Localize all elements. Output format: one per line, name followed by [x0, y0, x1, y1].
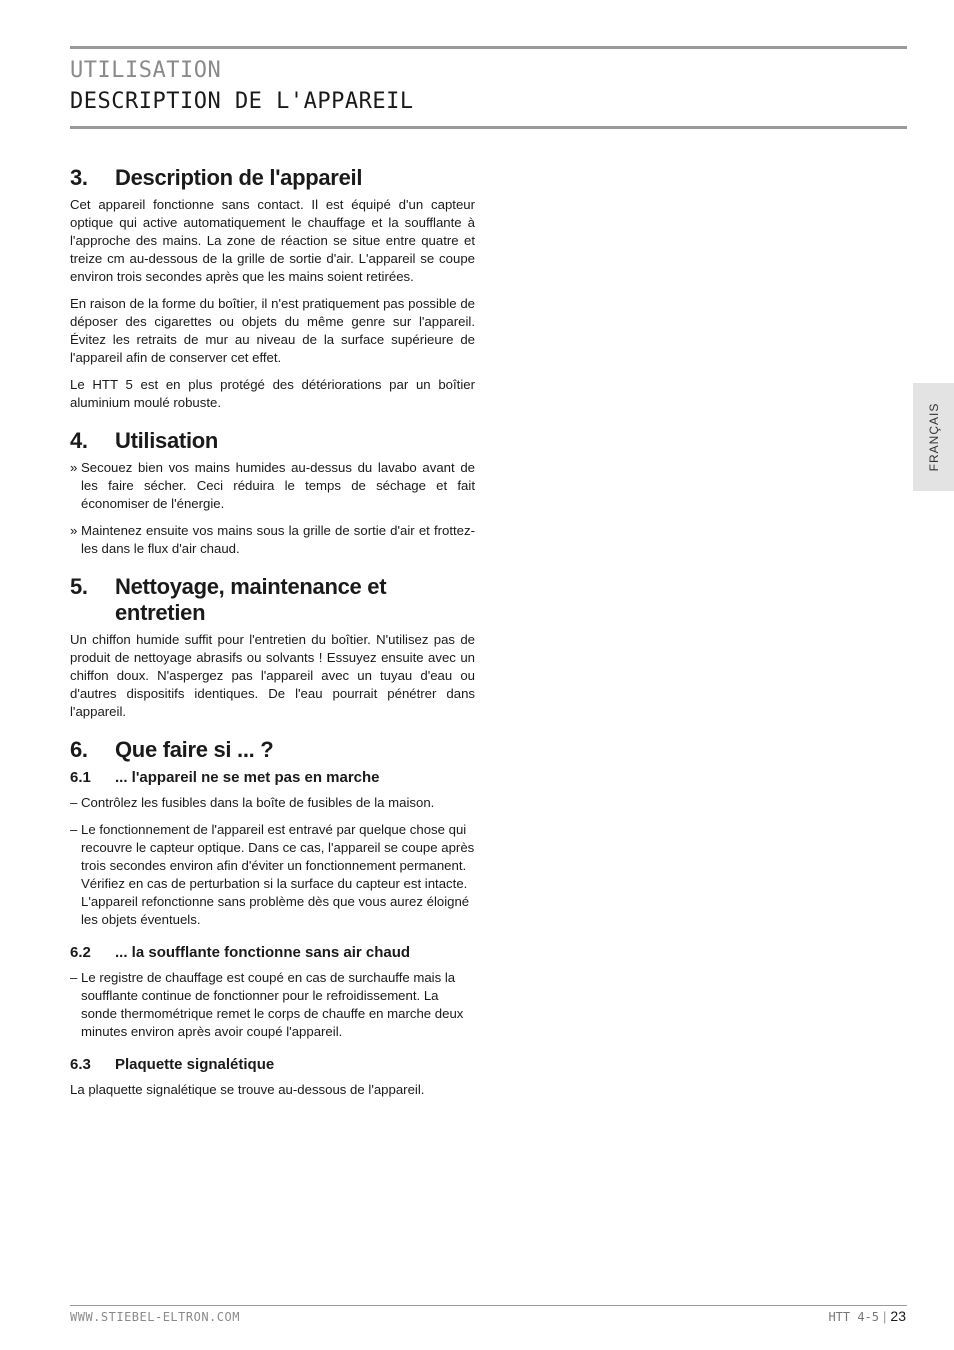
paragraph: Un chiffon humide suffit pour l'entretien du boîtier. N'utilisez pas de produit de nettoyage abrasifs ou solvants ! Essuyez ensuite avec un chiffon doux. N'aspergez pas l'appareil avec un tuyau d'eau ou d'autres dispositifs identiques. De l'eau pourrait pénétrer dans l'appareil.: [70, 632, 475, 719]
bullet-marker: »: [70, 460, 78, 475]
section-title: Nettoyage, maintenance et entretien: [115, 574, 387, 625]
dash-marker: –: [70, 970, 78, 985]
language-tab-label: FRANÇAIS: [926, 402, 941, 472]
subsection-no-heat: [70, 943, 475, 1041]
section-title: Que faire si ... ?: [115, 737, 274, 762]
dash-marker: –: [70, 795, 78, 810]
section-number: 3.: [70, 165, 88, 190]
header-title: DESCRIPTION DE L'APPAREIL: [70, 89, 414, 114]
section-heading: [70, 165, 475, 191]
subsection-title: Plaquette signalétique: [115, 1056, 275, 1073]
bullet-marker: »: [70, 523, 78, 538]
section-heading: [70, 574, 475, 626]
subsection-number: 6.2: [70, 944, 91, 961]
section-nettoyage: [70, 574, 475, 721]
list-item-text: Contrôlez les fusibles dans la boîte de fusibles de la maison.: [81, 795, 435, 810]
section-title: Utilisation: [115, 428, 219, 453]
dash-marker: –: [70, 822, 78, 837]
section-number: 6.: [70, 737, 88, 762]
section-troubleshooting: [70, 737, 475, 1099]
page-number: 23: [890, 1308, 906, 1324]
list-item: [70, 821, 475, 929]
subsection-title: ... l'appareil ne se met pas en marche: [115, 769, 380, 786]
list-item-text: Maintenez ensuite vos mains sous la grille de sortie d'air et frottez-les dans le flux d'air chaud.: [81, 523, 475, 556]
paragraph: Le HTT 5 est en plus protégé des détériorations par un boîtier aluminium moulé robuste.: [70, 377, 475, 410]
list-item: [70, 969, 475, 1041]
section-heading: [70, 737, 475, 763]
section-number: 5.: [70, 574, 88, 599]
section-utilisation: [70, 428, 475, 558]
paragraph: En raison de la forme du boîtier, il n'est pratiquement pas possible de déposer des cigarettes ou objets du même genre sur l'appareil. Évitez les retraits de mur au niveau de la surface supérieure de l'appareil afin de conserver cet effet.: [70, 296, 475, 365]
list-item: [70, 522, 475, 558]
footer-separator: |: [883, 1309, 887, 1324]
list-item-text: Le fonctionnement de l'appareil est entravé par quelque chose qui recouvre le capteur optique. Dans ce cas, l'appareil se coupe après trois secondes environ afin d'éviter un fonctionnement permanent. Vérifiez en cas de perturbation si la surface du capteur est intacte. L'appareil refonctionne sans problème dès que vous aurez éloigné les objets éventuels.: [81, 822, 475, 927]
subsection-number: 6.1: [70, 769, 91, 786]
paragraph: La plaquette signalétique se trouve au-dessous de l'appareil.: [70, 1082, 425, 1097]
main-content: [70, 165, 475, 1115]
footer-website: WWW.STIEBEL-ELTRON.COM: [70, 1310, 240, 1324]
subsection-heading: [70, 1055, 475, 1075]
section-number: 4.: [70, 428, 88, 453]
footer-page-info: [828, 1308, 906, 1324]
header-category: UTILISATION: [70, 58, 222, 83]
subsection-nameplate: [70, 1055, 475, 1099]
language-tab: [913, 383, 954, 491]
section-heading: [70, 428, 475, 454]
list-item-text: Secouez bien vos mains humides au-dessus du lavabo avant de les faire sécher. Ceci réduira le temps de séchage et fait économiser de l'énergie.: [81, 460, 475, 511]
footer-rule: [70, 1305, 907, 1306]
list-item-text: Le registre de chauffage est coupé en cas de surchauffe mais la soufflante continue de fonctionner pour le refroidissement. La sonde thermométrique remet le corps de chauffe en marche deux minutes environ après avoir coupé l'appareil.: [81, 970, 464, 1039]
list-item: [70, 794, 475, 812]
section-title: Description de l'appareil: [115, 165, 363, 190]
footer-model: HTT 4-5: [828, 1310, 880, 1324]
subsection-heading: [70, 943, 475, 963]
header-bottom-rule: [70, 126, 907, 129]
subsection-no-start: [70, 768, 475, 929]
list-item: [70, 459, 475, 513]
subsection-number: 6.3: [70, 1056, 91, 1073]
section-description: [70, 165, 475, 412]
header-top-rule: [70, 46, 907, 49]
paragraph: Cet appareil fonctionne sans contact. Il est équipé d'un capteur optique qui active automatiquement le chauffage et la soufflante à l'approche des mains. La zone de réaction se situe entre quatre et treize cm au-dessous de la grille de sortie d'air. L'appareil se coupe environ trois secondes après que les mains soient retirées.: [70, 197, 475, 284]
subsection-title: ... la soufflante fonctionne sans air chaud: [115, 944, 411, 961]
subsection-heading: [70, 768, 475, 788]
